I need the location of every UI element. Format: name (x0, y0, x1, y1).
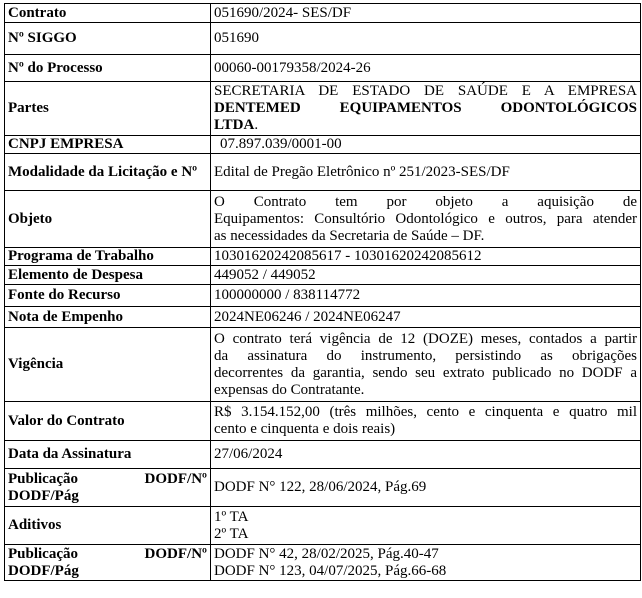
publicacao-2-label-right: DODF/Nº (144, 545, 207, 562)
value-processo: 00060-00179358/2024-26 (211, 55, 641, 82)
value-elemento: 449052 / 449052 (211, 266, 641, 285)
objeto-line1: O Contrato tem por objeto a aquisição de (214, 193, 637, 210)
label-programa: Programa de Trabalho (5, 248, 211, 266)
row-fonte (5, 285, 641, 307)
row-aditivos (5, 507, 641, 545)
objeto-line3: as necessidades da Secretaria de Saúde – DF. (214, 227, 485, 244)
row-vigencia (5, 328, 641, 402)
label-modalidade: Modalidade da Licitação e Nº (5, 154, 211, 191)
valor-line2: cento e cinquenta e dois reais) (214, 421, 396, 437)
value-fonte: 100000000 / 838114772 (211, 285, 641, 307)
label-assinatura: Data da Assinatura (5, 441, 211, 469)
value-partes (211, 82, 641, 136)
publicacao-2-line2: DODF N° 123, 04/07/2025, Pág.66-68 (214, 562, 447, 579)
objeto-line2: Equipamentos: Consultório Odontológico e outros, para atender (214, 210, 637, 227)
row-elemento (5, 266, 641, 285)
row-contrato (5, 4, 641, 23)
vigencia-line4: expensas do Contratante. (214, 381, 365, 398)
publicacao-2-label-left: Publicação (8, 545, 78, 562)
vigencia-line1: O contrato terá vigência de 12 (DOZE) meses, contados a partir (214, 330, 637, 347)
row-publicacao-1 (5, 469, 641, 507)
value-valor (211, 402, 641, 441)
value-assinatura: 27/06/2024 (211, 441, 641, 469)
row-cnpj (5, 136, 641, 154)
value-siggo: 051690 (211, 23, 641, 55)
label-publicacao-1 (5, 469, 211, 507)
label-empenho: Nota de Empenho (5, 307, 211, 328)
label-cnpj: CNPJ EMPRESA (5, 136, 211, 154)
partes-company-line1: DENTEMED EQUIPAMENTOS ODONTOLÓGICOS (214, 100, 637, 116)
label-elemento: Elemento de Despesa (5, 266, 211, 285)
row-processo (5, 55, 641, 82)
label-aditivos: Aditivos (5, 507, 211, 545)
row-valor (5, 402, 641, 441)
row-empenho (5, 307, 641, 328)
label-contrato: Contrato (5, 4, 211, 23)
vigencia-line3: decorrentes da garantia, sendo seu extrato publicado no DODF a (214, 364, 637, 381)
value-empenho: 2024NE06246 / 2024NE06247 (211, 307, 641, 328)
label-publicacao-2 (5, 545, 211, 581)
aditivos-line2: 2º TA (214, 525, 249, 542)
value-modalidade: Edital de Pregão Eletrônico nº 251/2023-SES/DF (211, 154, 641, 191)
contract-summary-table (4, 3, 641, 581)
publicacao-2-label-line2: DODF/Pág (8, 562, 79, 579)
partes-period: . (254, 117, 259, 133)
partes-line1: SECRETARIA DE ESTADO DE SAÚDE E A EMPRESA (214, 83, 637, 99)
row-programa (5, 248, 641, 266)
publicacao-1-label-line2: DODF/Pág (8, 487, 79, 504)
label-vigencia: Vigência (5, 328, 211, 402)
publicacao-1-label-right: DODF/Nº (144, 470, 207, 487)
value-contrato: 051690/2024- SES/DF (211, 4, 641, 23)
label-fonte: Fonte do Recurso (5, 285, 211, 307)
row-objeto (5, 191, 641, 248)
label-partes: Partes (5, 82, 211, 136)
value-objeto (211, 191, 641, 248)
aditivos-line1: 1º TA (214, 508, 249, 525)
row-siggo (5, 23, 641, 55)
value-cnpj: 07.897.039/0001-00 (211, 136, 641, 154)
value-vigencia (211, 328, 641, 402)
partes-company-line2: LTDA (214, 117, 255, 133)
row-modalidade (5, 154, 641, 191)
value-programa: 10301620242085617 - 10301620242085612 (211, 248, 641, 266)
row-assinatura (5, 441, 641, 469)
label-processo: Nº do Processo (5, 55, 211, 82)
publicacao-2-line1: DODF N° 42, 28/02/2025, Pág.40-47 (214, 545, 439, 562)
value-aditivos (211, 507, 641, 545)
label-siggo: Nº SIGGO (5, 23, 211, 55)
value-publicacao-2 (211, 545, 641, 581)
row-publicacao-2 (5, 545, 641, 581)
label-valor: Valor do Contrato (5, 402, 211, 441)
publicacao-1-label-left: Publicação (8, 470, 78, 487)
label-objeto: Objeto (5, 191, 211, 248)
vigencia-line2: da assinatura do instrumento, persistindo as obrigações (214, 347, 637, 364)
row-partes (5, 82, 641, 136)
valor-line1: R$ 3.154.152,00 (três milhões, cento e cinquenta e quatro mil (214, 404, 637, 420)
value-publicacao-1: DODF N° 122, 28/06/2024, Pág.69 (211, 469, 641, 507)
